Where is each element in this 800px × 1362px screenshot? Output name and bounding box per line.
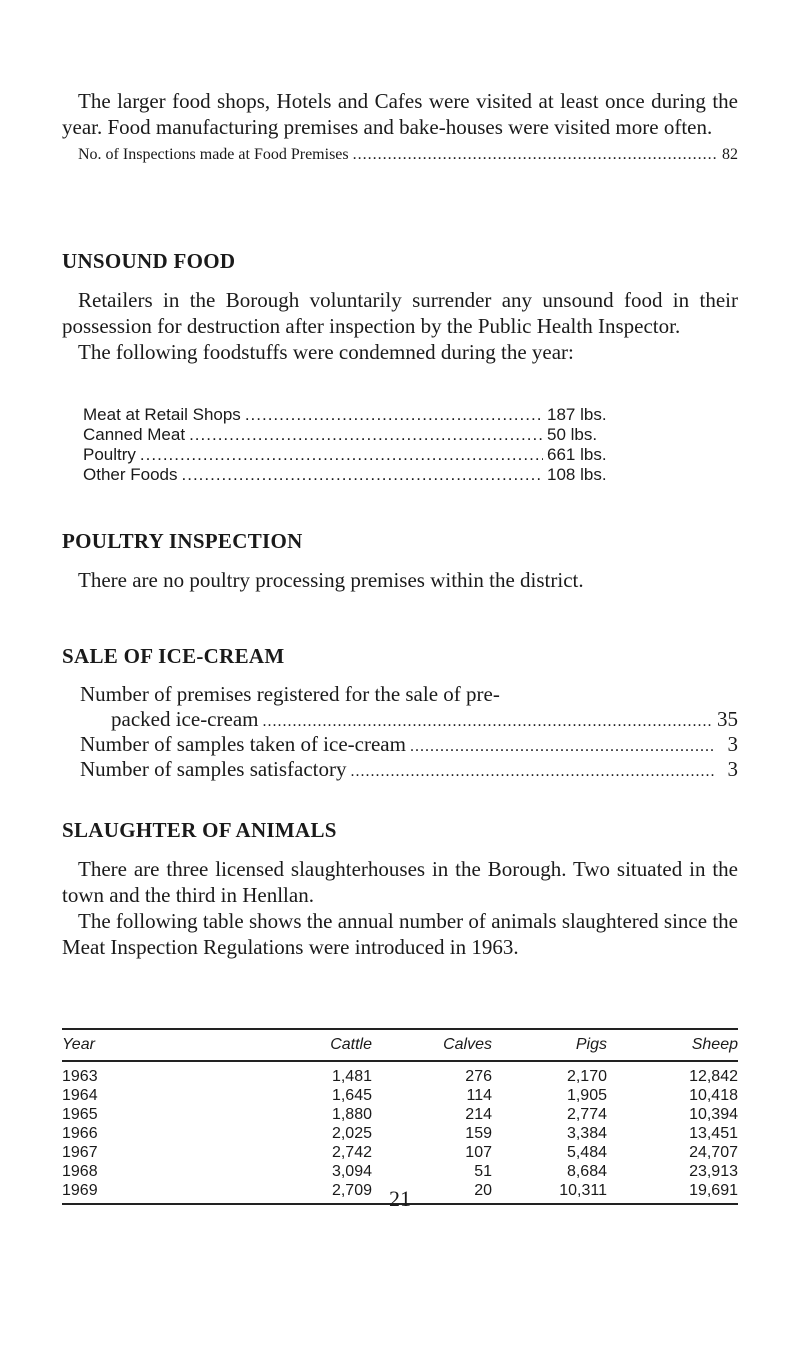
slaughter-paragraph: There are three licensed slaughterhouses in the Borough. Two situated in the town and the third in Henllan.	[62, 857, 738, 907]
table-row	[62, 1143, 738, 1162]
poultry-paragraph: There are no poultry processing premises within the district.	[78, 568, 584, 592]
list-item	[83, 465, 627, 485]
ice-cream-satisfactory-line	[80, 757, 738, 782]
column-header-year: Year	[62, 1029, 242, 1061]
cell-pigs: 1,905	[566, 1087, 607, 1104]
cell-cattle: 1,645	[331, 1087, 372, 1104]
cell-year: 1968	[62, 1163, 98, 1180]
leader-dots	[189, 425, 543, 445]
page-number: 21	[389, 1186, 411, 1211]
table-row	[62, 1162, 738, 1181]
cell-cattle: 3,094	[331, 1163, 372, 1180]
list-item-value: 108 lbs.	[547, 465, 607, 484]
cell-cattle: 1,880	[331, 1106, 372, 1123]
cell-pigs: 8,684	[566, 1163, 607, 1180]
ice-cream-section	[62, 643, 738, 669]
ice-cream-premises-label-cont: packed ice-cream	[111, 707, 259, 731]
slaughter-section	[62, 817, 738, 960]
cell-sheep: 23,913	[689, 1163, 738, 1180]
slaughter-heading: SLAUGHTER OF ANIMALS	[62, 818, 337, 842]
list-item-value: 661 lbs.	[547, 445, 607, 464]
cell-calves: 159	[465, 1125, 492, 1142]
list-item	[83, 405, 627, 425]
column-header-pigs: Pigs	[492, 1029, 607, 1061]
cell-sheep: 12,842	[689, 1068, 738, 1085]
leader-dots	[353, 146, 718, 164]
table-row	[62, 1124, 738, 1143]
cell-sheep: 19,691	[607, 1181, 738, 1204]
cell-pigs: 10,311	[492, 1181, 607, 1204]
cell-year: 1964	[62, 1087, 98, 1104]
column-header-calves: Calves	[372, 1029, 492, 1061]
column-header-cattle: Cattle	[242, 1029, 372, 1061]
table-row	[62, 1105, 738, 1124]
leader-dots	[245, 405, 543, 425]
list-item-label: Meat at Retail Shops	[83, 405, 241, 424]
inspections-line	[62, 146, 738, 164]
unsound-food-condemned-intro: The following foodstuffs were condemned during the year:	[78, 340, 574, 364]
intro-paragraph: The larger food shops, Hotels and Cafes were visited at least once during the year. Food manufacturing premises and bake-houses were visited more often.	[62, 89, 738, 139]
list-item	[83, 445, 627, 465]
unsound-food-heading: UNSOUND FOOD	[62, 249, 236, 273]
intro-section	[62, 88, 738, 164]
cell-sheep: 24,707	[689, 1144, 738, 1161]
column-header-sheep: Sheep	[607, 1029, 738, 1061]
ice-cream-premises-value: 35	[717, 707, 738, 731]
cell-cattle: 2,025	[331, 1125, 372, 1142]
cell-calves: 20	[372, 1181, 492, 1204]
cell-calves: 51	[474, 1163, 492, 1180]
cell-sheep: 10,394	[689, 1106, 738, 1123]
list-item-value: 50 lbs.	[547, 425, 598, 444]
cell-year: 1969	[62, 1181, 242, 1204]
cell-sheep: 10,418	[689, 1087, 738, 1104]
animals-slaughtered-table	[62, 1028, 738, 1205]
cell-pigs: 3,384	[566, 1125, 607, 1142]
list-item-label: Canned Meat	[83, 425, 186, 444]
ice-cream-list	[80, 681, 738, 782]
cell-cattle: 1,481	[331, 1068, 372, 1085]
cell-pigs: 5,484	[566, 1144, 607, 1161]
poultry-heading: POULTRY INSPECTION	[62, 529, 303, 553]
cell-year: 1965	[62, 1106, 98, 1123]
cell-calves: 114	[466, 1087, 492, 1104]
cell-pigs: 2,170	[566, 1068, 607, 1085]
cell-year: 1966	[62, 1125, 98, 1142]
ice-cream-samples-value: 3	[727, 732, 738, 756]
cell-calves: 107	[465, 1144, 492, 1161]
list-item-label: Poultry	[83, 445, 136, 464]
list-item-value: 187 lbs.	[547, 405, 607, 424]
inspections-label: No. of Inspections made at Food Premises	[78, 146, 349, 163]
list-item	[83, 425, 627, 445]
ice-cream-samples-line	[80, 732, 738, 757]
cell-cattle: 2,742	[331, 1144, 372, 1161]
table-row	[62, 1086, 738, 1105]
cell-calves: 214	[465, 1106, 492, 1123]
ice-cream-satisfactory-value: 3	[727, 757, 738, 781]
cell-cattle: 2,709	[242, 1181, 372, 1204]
ice-cream-premises-line	[80, 707, 738, 732]
leader-dots	[262, 713, 713, 731]
poultry-section	[62, 528, 738, 593]
slaughter-table-intro: The following table shows the annual number of animals slaughtered since the Meat Inspection Regulations were introduced in 1963.	[62, 909, 738, 959]
unsound-food-section	[62, 248, 738, 365]
leader-dots	[351, 763, 716, 781]
ice-cream-satisfactory-label: Number of samples satisfactory	[80, 757, 347, 781]
unsound-food-paragraph: Retailers in the Borough voluntarily surrender any unsound food in their possession for destruction after inspection by the Public Health Inspector.	[62, 288, 738, 338]
leader-dots	[182, 465, 544, 485]
table-row	[62, 1061, 738, 1086]
ice-cream-samples-label: Number of samples taken of ice-cream	[80, 732, 406, 756]
cell-sheep: 13,451	[689, 1125, 738, 1142]
table-header-row	[62, 1029, 738, 1061]
leader-dots	[410, 738, 716, 756]
leader-dots	[140, 445, 543, 465]
list-item-label: Other Foods	[83, 465, 178, 484]
ice-cream-heading: SALE OF ICE-CREAM	[62, 644, 285, 668]
cell-pigs: 2,774	[566, 1106, 607, 1123]
cell-year: 1963	[62, 1068, 98, 1085]
cell-year: 1967	[62, 1144, 98, 1161]
ice-cream-premises-label: Number of premises registered for the sale of pre-	[80, 682, 500, 706]
condemned-foods-list	[83, 405, 627, 485]
inspections-value: 82	[722, 146, 738, 163]
cell-calves: 276	[465, 1068, 492, 1085]
